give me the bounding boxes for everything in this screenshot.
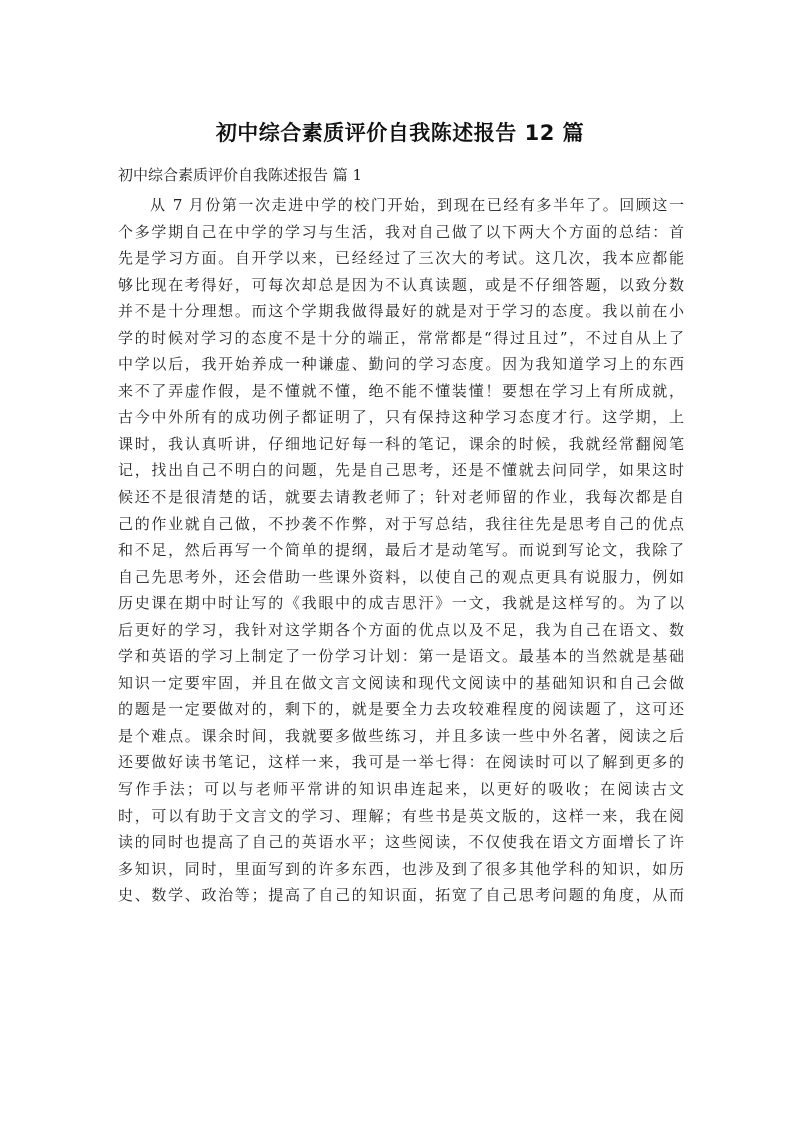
paragraph-line: 课时，我认真听讲，仔细地记好每一科的笔记，课余的时候，我就经常翻阅笔	[118, 434, 684, 453]
paragraph-line: 和不足，然后再写一个简单的提纲，最后才是动笔写。而说到写论文，我除了	[118, 541, 684, 560]
paragraph-line: 来不了弄虚作假，是不懂就不懂，绝不能不懂装懂！要想在学习上有所成就，	[118, 381, 684, 400]
paragraph-line: 够比现在考得好，可每次却总是因为不认真读题，或是不仔细答题，以致分数	[118, 275, 684, 294]
document-title: 初中综合素质评价自我陈述报告 12 篇	[215, 121, 585, 145]
paragraph-line: 并不是十分理想。而这个学期我做得最好的就是对于学习的态度。我以前在小	[118, 302, 684, 321]
paragraph-line: 读的同时也提高了自己的英语水平；这些阅读，不仅使我在语文方面增长了许	[118, 833, 684, 852]
paragraph-line: 候还不是很清楚的话，就要去请教老师了；针对老师留的作业，我每次都是自	[118, 488, 684, 507]
body-paragraph	[118, 192, 684, 909]
paragraph-line: 学和英语的学习上制定了一份学习计划：第一是语文。最基本的当然就是基础	[118, 647, 684, 666]
paragraph-line: 知识一定要牢固，并且在做文言文阅读和现代文阅读中的基础知识和自己会做	[118, 673, 684, 692]
paragraph-line: 个多学期自己在中学的学习与生活，我对自己做了以下两大个方面的总结：首	[118, 222, 684, 241]
paragraph-line: 时，可以有助于文言文的学习、理解；有些书是英文版的，这样一来，我在阅	[118, 806, 684, 825]
paragraph-line: 写作手法；可以与老师平常讲的知识串连起来，以更好的吸收；在阅读古文	[118, 780, 684, 799]
paragraph-line: 记，找出自己不明白的问题，先是自己思考，还是不懂就去问同学，如果这时	[118, 461, 684, 480]
paragraph-line: 后更好的学习，我针对这学期各个方面的优点以及不足，我为自己在语文、数	[118, 620, 684, 639]
paragraph-line: 史、数学、政治等；提高了自己的知识面，拓宽了自己思考问题的角度，从而	[118, 886, 684, 905]
paragraph-line: 自己先思考外，还会借助一些课外资料，以使自己的观点更具有说服力，例如	[118, 567, 684, 586]
paragraph-line: 是个难点。课余时间，我就要多做些练习，并且多读一些中外名著，阅读之后	[118, 726, 684, 745]
paragraph-line: 古今中外所有的成功例子都证明了，只有保持这种学习态度才行。这学期，上	[118, 408, 684, 427]
paragraph-line: 学的时候对学习的态度不是十分的端正，常常都是“得过且过”，不过自从上了	[118, 328, 684, 347]
paragraph-line: 己的作业就自己做，不抄袭不作弊，对于写总结，我往往先是思考自己的优点	[118, 514, 684, 533]
paragraph-line: 还要做好读书笔记，这样一来，我可是一举七得：在阅读时可以了解到更多的	[118, 753, 684, 772]
paragraph-line: 多知识，同时，里面写到的许多东西，也涉及到了很多其他学科的知识，如历	[118, 859, 684, 878]
paragraph-line: 的题是一定要做对的，剩下的，就是要全力去攻较难程度的阅读题了，这可还	[118, 700, 684, 719]
paragraph-line: 从 7 月份第一次走进中学的校门开始，到现在已经有多半年了。回顾这一	[150, 196, 684, 214]
section-heading: 初中综合素质评价自我陈述报告 篇 1	[118, 166, 363, 184]
paragraph-line: 中学以后，我开始养成一种谦虚、勤问的学习态度。因为我知道学习上的东西	[118, 355, 684, 374]
paragraph-line: 历史课在期中时让写的《我眼中的成吉思汗》一文，我就是这样写的。为了以	[118, 594, 684, 613]
paragraph-line: 先是学习方面。自开学以来，已经经过了三次大的考试。这几次，我本应都能	[118, 249, 684, 268]
